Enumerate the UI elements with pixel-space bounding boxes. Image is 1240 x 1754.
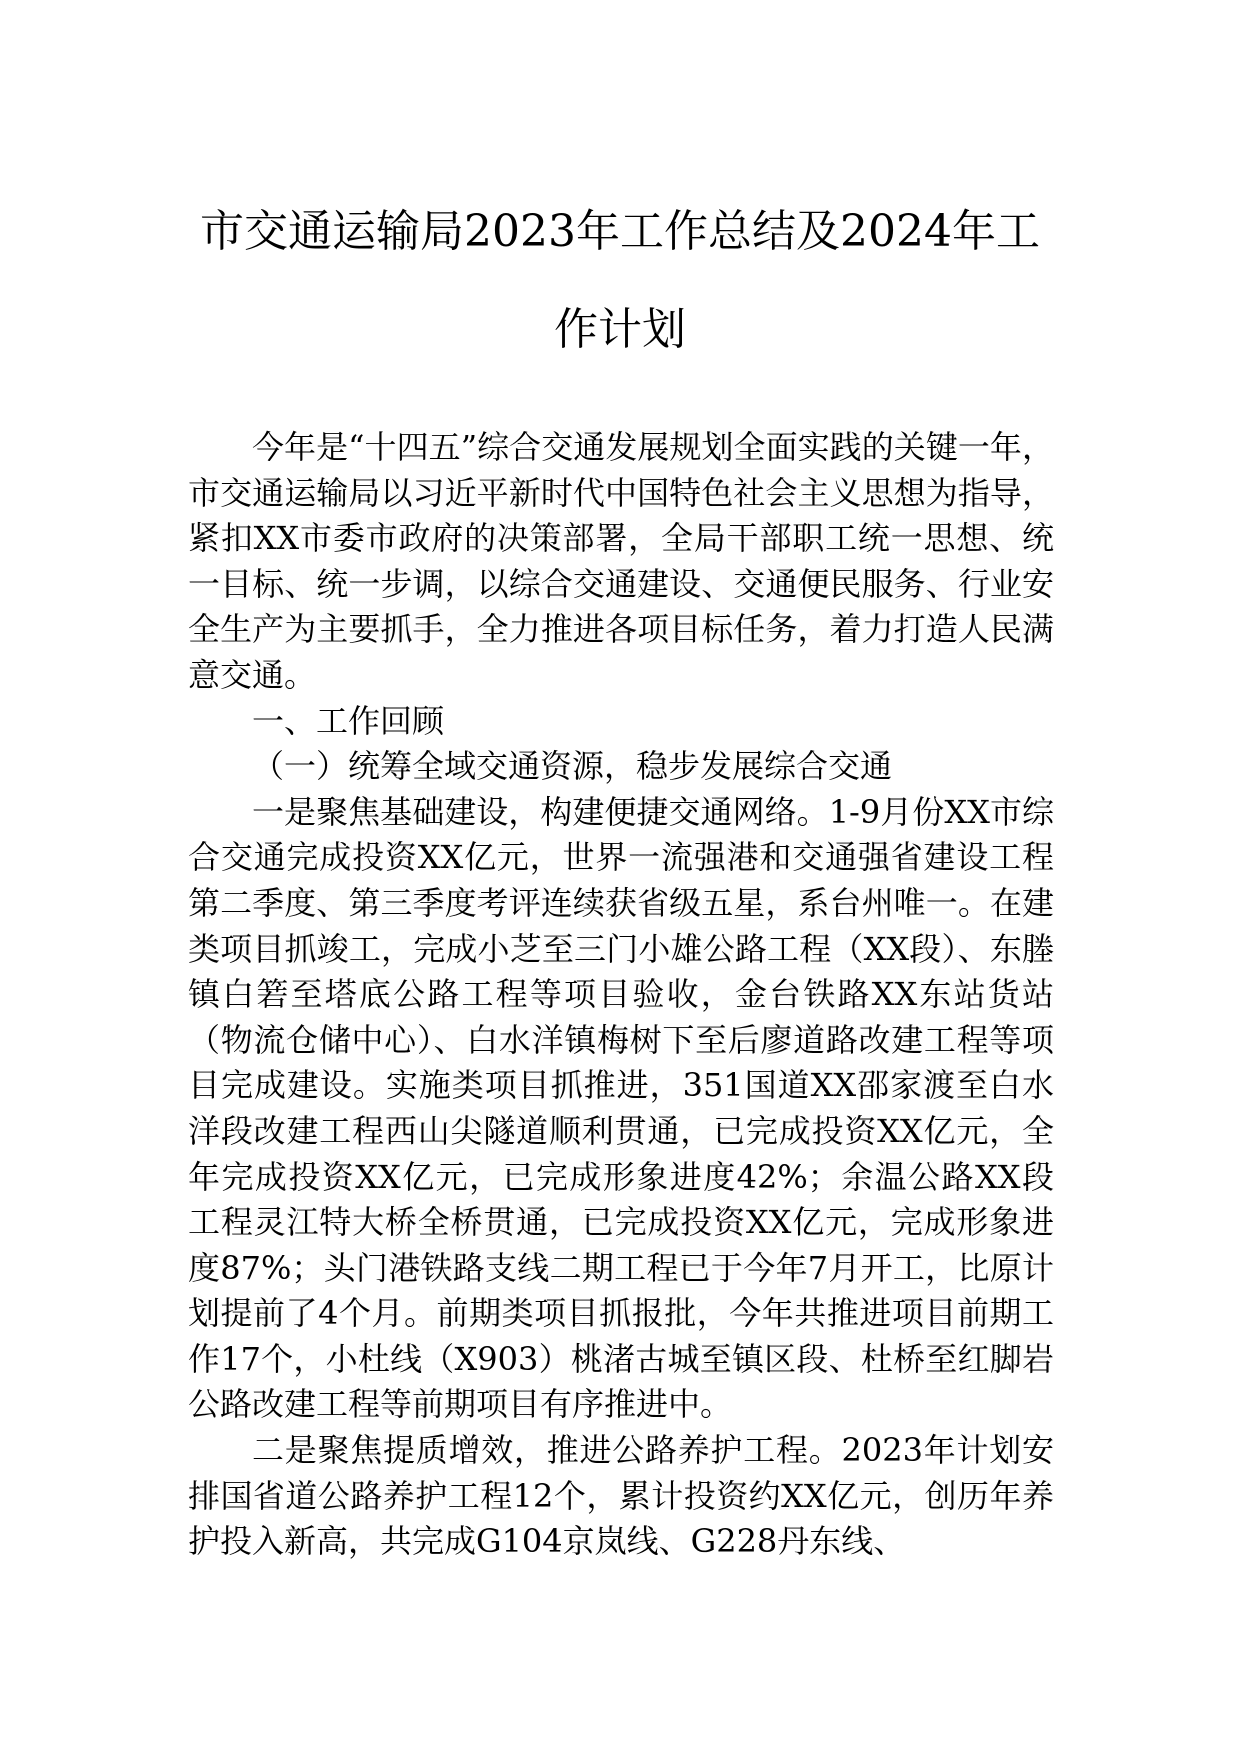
subsection-heading-1: （一）统筹全域交通资源，稳步发展综合交通 xyxy=(252,747,893,786)
intro-paragraph: 今年是“十四五”综合交通发展规划全面实践的关键一年，市交通运输局以习近平新时代中国特色社会主义思想为指导，紧扣XX市委市政府的决策部署，全局干部职工统一思想、统一目标、统一步调，以综合交通建设、交通便民服务、行业安全生产为主要抓手，全力推进各项目标任务，着力打造人民满意交通。 xyxy=(188,428,1054,694)
document-body xyxy=(188,425,1054,1565)
body-paragraph-infrastructure: 一是聚焦基础建设，构建便捷交通网络。1-9月份XX市综合交通完成投资XX亿元，世界一流强港和交通强省建设工程第二季度、第三季度考评连续获省级五星，系台州唯一。在建类项目抓竣工，完成小芝至三门小雄公路工程（XX段）、东塍镇白箬至塔底公路工程等项目验收，金台铁路XX东站货站（物流仓储中心）、白水洋镇梅树下至后廖道路改建工程等项目完成建设。实施类项目抓推进，351国道XX邵家渡至白水洋段改建工程西山尖隧道顺利贯通，已完成投资XX亿元，全年完成投资XX亿元，已完成形象进度42%；余温公路XX段工程灵江特大桥全桥贯通，已完成投资XX亿元，完成形象进度87%；头门港铁路支线二期工程已于今年7月开工，比原计划提前了4个月。前期类项目抓报批，今年共推进项目前期工作17个，小杜线（X903）桃渚古城至镇区段、杜桥至红脚岩公路改建工程等前期项目有序推进中。 xyxy=(188,792,1054,1424)
document-title xyxy=(150,183,1090,379)
section-heading-review: 一、工作回顾 xyxy=(252,701,445,740)
title-line-2: 作计划 xyxy=(554,304,686,355)
body-paragraph-maintenance: 二是聚焦提质增效，推进公路养护工程。2023年计划安排国省道公路养护工程12个，累计投资约XX亿元，创历年养护投入新高，共完成G104京岚线、G228丹东线、 xyxy=(188,1431,1054,1561)
title-line-1: 市交通运输局2023年工作总结及2024年工 xyxy=(200,206,1040,257)
